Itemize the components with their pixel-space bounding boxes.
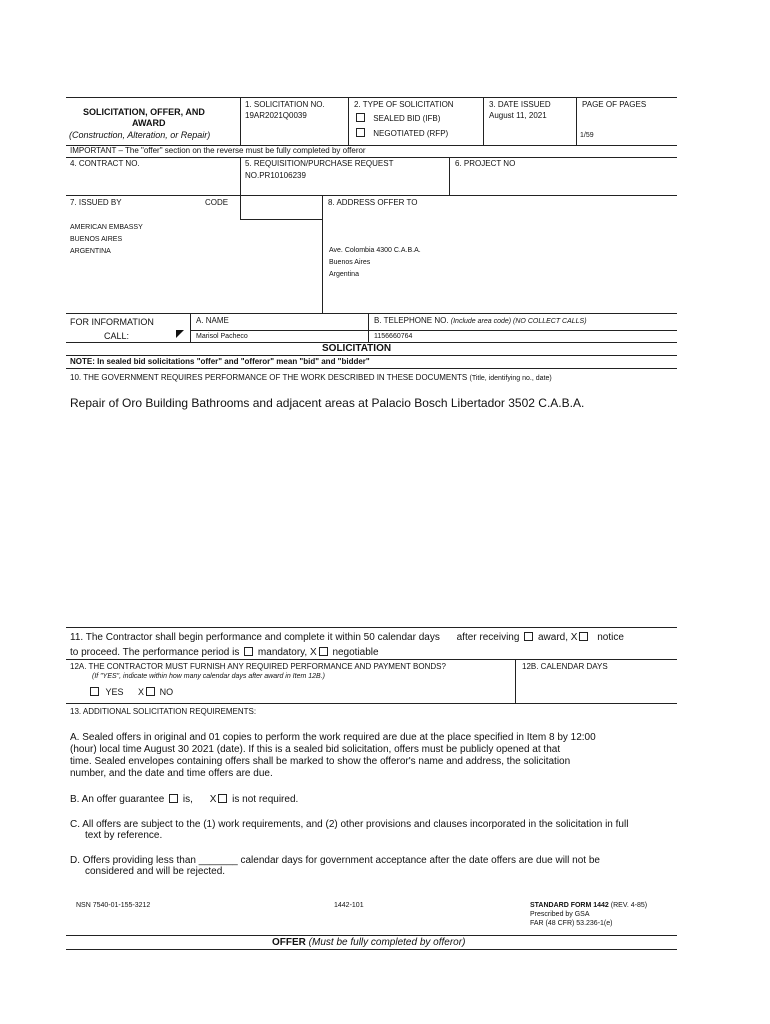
item13a-line: number, and the date and time offers are due. (70, 768, 273, 779)
issued-by-label: 7. ISSUED BY (70, 198, 122, 207)
page-of-pages-label: PAGE OF PAGES (582, 100, 647, 109)
name-label: A. NAME (196, 316, 229, 325)
item13b (70, 794, 298, 805)
mandatory-label: mandatory, X (257, 647, 317, 658)
page-of-pages-value: 1/59 (580, 132, 594, 139)
negotiated-label: NEGOTIATED (RFP) (373, 129, 449, 138)
offer-guarantee-text: B. An offer guarantee (70, 794, 165, 805)
bonds-no-mark: X (138, 687, 145, 697)
pointer-arrow-icon (176, 326, 184, 342)
form-subtitle: (Construction, Alteration, or Repair) (69, 130, 211, 140)
negotiable-label: negotiable (332, 647, 379, 658)
item10-label-text: 10. THE GOVERNMENT REQUIRES PERFORMANCE OF THE WORK DESCRIBED IN THESE DOCUMENTS (70, 373, 468, 382)
form-title-line1: SOLICITATION, OFFER, AND (83, 107, 205, 117)
requisition-label: 5. REQUISITION/PURCHASE REQUEST (245, 159, 394, 168)
item13a-line: (hour) local time August 30 2021 (date). If this is a sealed bid solicitation, offers must be publicly opened at that (70, 744, 561, 755)
performance-period-text: to proceed. The performance period is (70, 647, 240, 658)
item13a-line: A. Sealed offers in original and 01 copies to perform the work required are due at the place specified in Item 8 by 12:00 (70, 732, 596, 743)
guarantee-is-label: is, (182, 794, 193, 805)
code-label: CODE (205, 198, 229, 207)
item12a-label: 12A. THE CONTRACTOR MUST FURNISH ANY REQUIRED PERFORMANCE AND PAYMENT BONDS? (70, 662, 446, 671)
guarantee-x-mark: X (209, 794, 217, 805)
telephone-value: 1156660764 (374, 333, 413, 340)
solicitation-no-value: 19AR2021Q0039 (245, 111, 307, 120)
standard-form-rev: (REV. 4-85) (610, 902, 648, 909)
call-label: CALL: (104, 331, 130, 341)
name-value: Marisol Pacheco (196, 333, 248, 340)
requisition-value: NO.PR10106239 (245, 171, 306, 180)
bonds-yes-checkbox[interactable] (90, 687, 99, 696)
issuer-line: ARGENTINA (70, 248, 111, 255)
sealed-bid-option[interactable] (354, 113, 440, 123)
address-line: Buenos Aires (329, 259, 371, 266)
negotiated-option[interactable] (354, 128, 448, 138)
item13d-line: D. Offers providing less than _______ calendar days for government acceptance after the date offers are due will not be (70, 855, 600, 866)
bonds-yes-label: YES (105, 687, 124, 697)
guarantee-is-checkbox[interactable] (169, 794, 178, 803)
date-issued-value: August 11, 2021 (489, 111, 547, 120)
item10-label (70, 374, 552, 382)
form-code: 1442-101 (334, 902, 364, 909)
item13d-line: considered and will be rejected. (85, 866, 226, 877)
address-offer-to-label: 8. ADDRESS OFFER TO (328, 198, 418, 207)
award-checkbox[interactable] (524, 632, 533, 641)
issuer-line: BUENOS AIRES (70, 236, 123, 243)
guarantee-not-required-checkbox[interactable] (218, 794, 227, 803)
item10-note: (Title, identifying no., date) (469, 375, 552, 382)
item12b-label: 12B. CALENDAR DAYS (522, 662, 608, 671)
prescribed-by: Prescribed by GSA (530, 911, 590, 918)
far-reference: FAR (48 CFR) 53.236-1(e) (530, 920, 613, 927)
solicitation-type-label: 2. TYPE OF SOLICITATION (354, 100, 454, 109)
item13a-line: time. Sealed envelopes containing offers shall be marked to show the offeror's name and address, the solicitation (70, 756, 571, 767)
mandatory-checkbox[interactable] (244, 647, 253, 656)
work-title: Repair of Oro Building Bathrooms and adjacent areas at Palacio Bosch Libertador 3502 C.A.B.A. (70, 396, 585, 410)
for-information-label: FOR INFORMATION (70, 317, 154, 327)
bonds-no-label: NO (159, 687, 174, 697)
telephone-note: (Include area code) (NO COLLECT CALLS) (450, 318, 587, 325)
award-label: award, X (538, 632, 578, 643)
guarantee-not-required-label: is not required. (232, 794, 299, 805)
important-note: IMPORTANT – The "offer" section on the reverse must be fully completed by offeror (70, 146, 366, 155)
solicitation-no-label: 1. SOLICITATION NO. (245, 100, 325, 109)
nsn-number: NSN 7540-01-155-3212 (76, 902, 151, 909)
bonds-yes-no (88, 687, 173, 697)
item13-label: 13. ADDITIONAL SOLICITATION REQUIREMENTS: (70, 707, 257, 716)
address-line: Argentina (329, 271, 359, 278)
project-no-label: 6. PROJECT NO (455, 159, 516, 168)
sealed-bid-note: NOTE: In sealed bid solicitations "offer" and "offeror" mean "bid" and "bidder" (70, 357, 370, 366)
item11-text: 11. The Contractor shall begin performance and complete it within 50 calendar days (70, 632, 440, 643)
form-title-line2: AWARD (132, 118, 166, 128)
solicitation-heading: SOLICITATION (322, 343, 392, 354)
address-line: Ave. Colombia 4300 C.A.B.A. (329, 247, 421, 254)
negotiable-checkbox[interactable] (319, 647, 328, 656)
standard-form-name: STANDARD FORM 1442 (530, 902, 609, 909)
item13c-line: text by reference. (85, 830, 163, 841)
issuer-line: AMERICAN EMBASSY (70, 224, 143, 231)
notice-checkbox[interactable] (579, 632, 588, 641)
offer-heading-note: (Must be fully completed by offeror) (308, 937, 466, 948)
negotiated-checkbox[interactable] (356, 128, 365, 137)
standard-form (530, 902, 647, 909)
sealed-bid-checkbox[interactable] (356, 113, 365, 122)
sealed-bid-label: SEALED BID (IFB) (373, 114, 441, 123)
item13c-line: C. All offers are subject to the (1) work requirements, and (2) other provisions and clauses incorporated in the solicitation in full (70, 819, 629, 830)
telephone-label-text: B. TELEPHONE NO. (374, 316, 449, 325)
item11-after-receiving: after receiving (456, 632, 520, 643)
offer-heading (272, 938, 465, 948)
date-issued-label: 3. DATE ISSUED (489, 100, 551, 109)
item11-line1 (70, 632, 624, 643)
item12a-note: (If "YES", indicate within how many calendar days after award in Item 12B.) (92, 673, 325, 680)
contract-no-label: 4. CONTRACT NO. (70, 159, 140, 168)
bonds-no-checkbox[interactable] (146, 687, 155, 696)
notice-label: notice (597, 632, 624, 643)
offer-heading-text: OFFER (272, 937, 306, 948)
telephone-label (374, 317, 587, 325)
item11-line2 (70, 647, 379, 658)
